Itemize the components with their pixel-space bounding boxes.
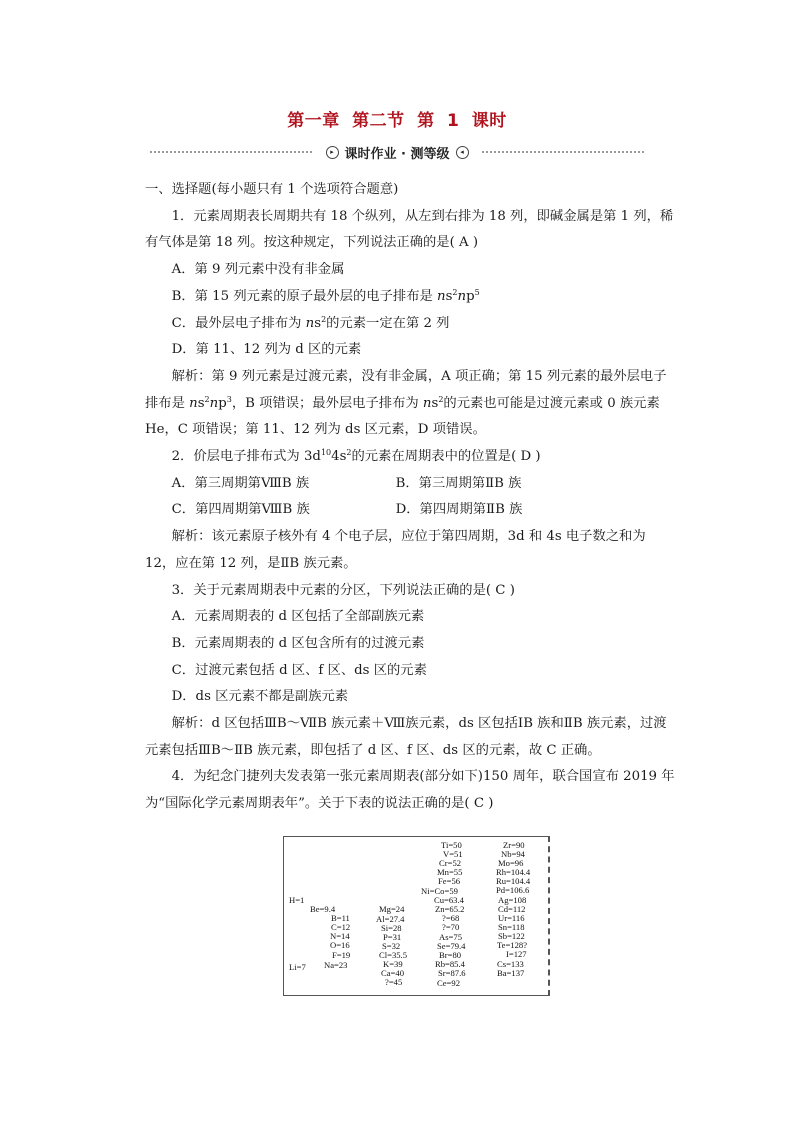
- table-cell: Li=7: [289, 962, 306, 972]
- banner-text: 课时作业 · 测等级: [344, 146, 450, 162]
- q4-stem: 4．为纪念门捷列夫发表第一张元素周期表(部分如下)150 周年，联合国宣布 2019 年为“国际化学元素周期表年”。关于下表的说法正确的是( C ): [145, 769, 675, 812]
- table-cell: Zr=90: [503, 840, 525, 850]
- table-cell: Cd=112: [498, 904, 526, 914]
- table-cell: Rh=104.4: [496, 867, 531, 877]
- table-cell: ?=45: [385, 977, 403, 987]
- table-cell: As=75: [439, 932, 462, 942]
- q1-stem: 1．元素周期表长周期共有 18 个纵列，从左到右排为 18 列，即碱金属是第 1 列，稀有气体是第 18 列。按这种规定，下列说法正确的是( A ): [145, 208, 674, 251]
- table-cell: S=32: [382, 941, 401, 951]
- table-cell: Mg=24: [379, 904, 405, 914]
- q1-option-b: B．第 15 列元素的原子最外层的电子排布是 $ns^2np^5$: [171, 287, 480, 304]
- play-right-icon: ▸: [326, 146, 339, 159]
- table-cell: Ce=92: [437, 978, 460, 988]
- table-cell: Ca=40: [381, 968, 404, 978]
- table-cell: Ti=50: [441, 840, 462, 850]
- q2-stem: 2．价层电子排布式为 $3d^{10}4s^2$的元素在周期表中的位置是( D ): [171, 448, 541, 465]
- table-cell: Cs=133: [497, 959, 524, 969]
- table-cell: Ni=Co=59: [421, 886, 458, 896]
- q2-option-a: A．第三周期第ⅧB 族: [171, 475, 310, 491]
- q1-option-a: A．第 9 列元素中没有非金属: [171, 262, 345, 278]
- table-cell: H=1: [289, 895, 305, 905]
- table-cell: Ru=104.4: [496, 876, 531, 886]
- table-cell: Br=80: [439, 950, 462, 960]
- banner-label: [313, 142, 481, 162]
- table-cell: Ag=108: [498, 895, 527, 905]
- q1-option-d: D．第 11、12 列为 d 区的元素: [171, 342, 362, 358]
- table-cell: Be=9.4: [310, 904, 336, 914]
- q2-options-row-2: [145, 497, 675, 524]
- q2-options-row-1: [145, 471, 675, 498]
- table-cell: Cu=63.4: [434, 895, 464, 905]
- table-cell: F=19: [332, 950, 351, 960]
- q2-option-d: D．第四周期第ⅡB 族: [395, 502, 523, 518]
- table-cell: Al=27.4: [376, 914, 405, 924]
- table-cell: Mo=96: [498, 858, 524, 868]
- table-cell: Cl=35.5: [379, 950, 408, 960]
- mendeleev-periodic-table: [283, 836, 550, 996]
- section-heading: 一、选择题(每小题只有 1 个选项符合题意): [145, 182, 399, 197]
- table-cell: Cr=52: [439, 858, 462, 868]
- section-banner: [150, 142, 644, 162]
- table-cell: Sn=118: [498, 922, 525, 932]
- table-cell: V=51: [443, 849, 463, 859]
- q3-option-c: C．过渡元素包括 d 区、f 区、ds 区的元素: [171, 662, 427, 678]
- table-cell: Rb=85.4: [435, 959, 465, 969]
- table-cell: Nb=94: [501, 849, 525, 859]
- table-cell: Mn=55: [437, 867, 463, 877]
- table-cell: Se=79.4: [437, 941, 466, 951]
- q2-option-b: B．第三周期第ⅡB 族: [395, 475, 522, 491]
- table-cell: I=127: [506, 949, 527, 959]
- q1-analysis: 解析：第 9 列元素是过渡元素，没有非金属，A 项正确；第 15 列元素的最外层电子排布是 $ns^2np^3$，B 项错误；最外层电子排布为 $ns^2$的元素也可能是过渡元素或 0 族元素 He，C 项错误；第 11、12 列为 ds 区元素，D 项错误。: [145, 368, 667, 438]
- q3-analysis: 解析：d 区包括ⅢB～ⅦB 族元素＋Ⅷ族元素，ds 区包括ⅠB 族和ⅡB 族元素，过渡元素包括ⅢB～ⅡB 族元素，即包括了 d 区、f 区、ds 区的元素，故 C 正确。: [145, 716, 667, 758]
- table-cell: B=11: [331, 913, 350, 923]
- table-cell: P=31: [383, 932, 402, 942]
- table-cell: Ba=137: [497, 968, 525, 978]
- worksheet-body: [145, 177, 675, 818]
- table-cell: Si=28: [381, 923, 402, 933]
- q2-option-c: C．第四周期第ⅧB 族: [171, 502, 310, 518]
- table-cell: Ur=116: [498, 913, 525, 923]
- q3-option-b: B．元素周期表的 d 区包含所有的过渡元素: [171, 635, 425, 651]
- table-cell: O=16: [330, 940, 350, 950]
- table-cell: Pd=106.6: [496, 885, 530, 895]
- q1-option-c: C．最外层电子排布为 $ns^2$的元素一定在第 2 列: [171, 314, 450, 331]
- table-cell: Fe=56: [438, 876, 461, 886]
- table-cell: ?=68: [442, 913, 460, 923]
- table-cell: Na=23: [324, 960, 348, 970]
- table-cell: C=12: [331, 922, 351, 932]
- q2-analysis: 解析：该元素原子核外有 4 个电子层，应位于第四周期，3d 和 4s 电子数之和为 12，应在第 12 列，是ⅡB 族元素。: [145, 529, 646, 571]
- page-title: 第一章 第二节 第 1 课时: [287, 111, 507, 131]
- table-cell: N=14: [330, 931, 350, 941]
- q3-stem: 3．关于元素周期表中元素的分区，下列说法正确的是( C ): [171, 582, 515, 598]
- table-cell: Sb=122: [498, 931, 525, 941]
- q3-option-d: D．ds 区元素不都是副族元素: [171, 689, 349, 705]
- table-cell: K=39: [383, 959, 403, 969]
- q3-option-a: A．元素周期表的 d 区包括了全部副族元素: [171, 609, 425, 625]
- table-cell: Sr=87.6: [438, 968, 466, 978]
- table-cell: ?=70: [442, 922, 460, 932]
- table-cell: Te=128?: [497, 940, 528, 950]
- play-left-icon: ◂: [456, 146, 469, 159]
- table-cell: Zn=65.2: [435, 904, 465, 914]
